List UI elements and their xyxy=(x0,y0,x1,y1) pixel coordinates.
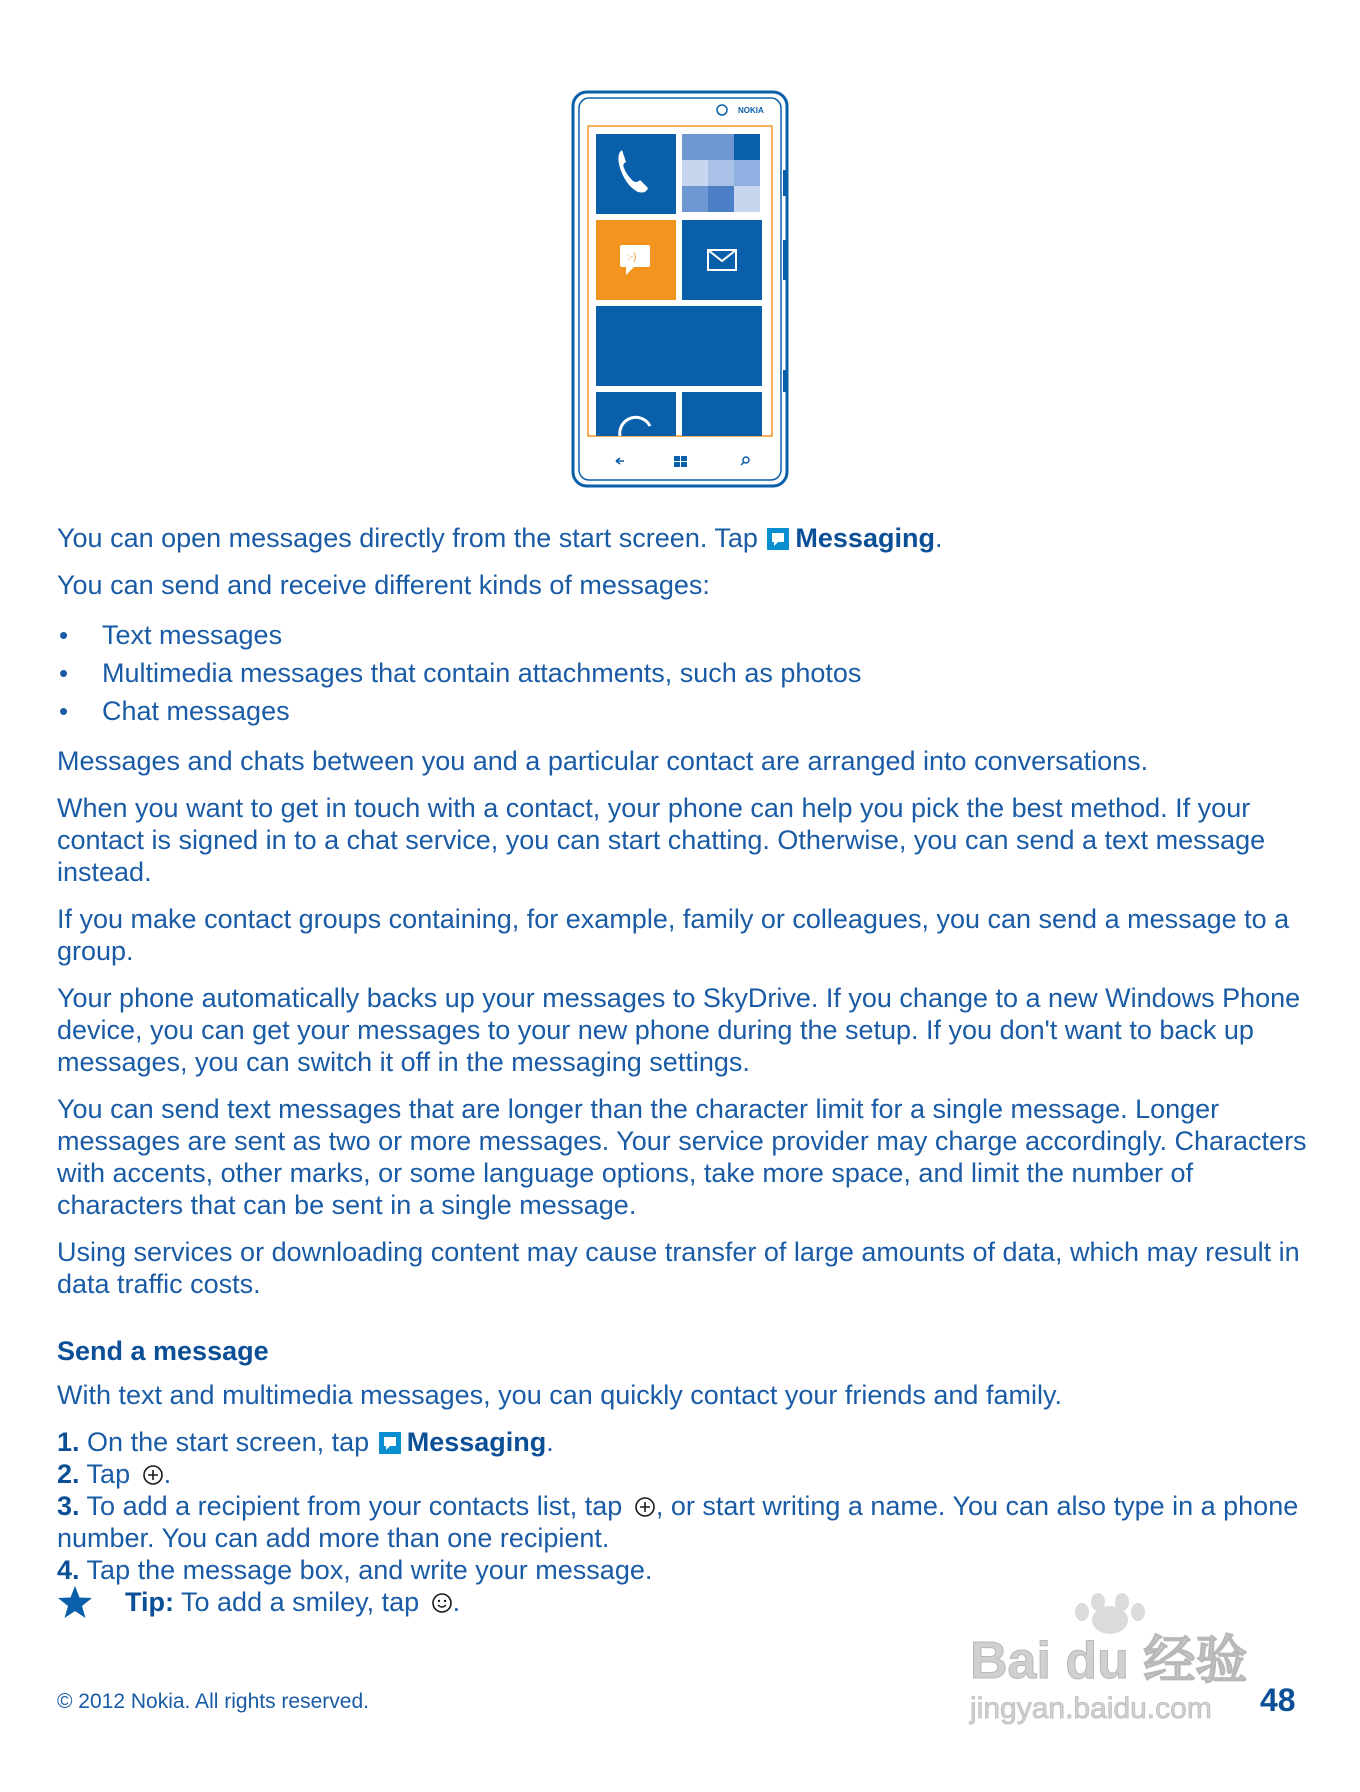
main-text xyxy=(57,522,1307,1618)
list-item: • Chat messages xyxy=(57,692,1307,730)
messaging-app-icon xyxy=(767,528,789,550)
message-types-list xyxy=(57,616,1307,730)
svg-text::-): :-) xyxy=(627,252,637,263)
phone-tile-wide xyxy=(596,306,762,386)
phone-brand-text: NOKIA xyxy=(738,106,764,115)
list-item: • Text messages xyxy=(57,616,1307,654)
add-circle-icon xyxy=(142,1464,164,1486)
intro-line-2: You can send and receive different kinds of messages: xyxy=(57,570,710,600)
paragraph-best-method: When you want to get in touch with a contact, your phone can help you pick the best method. If your contact is signed in to a chat service, you can start chatting. Otherwise, you can send a text message instead. xyxy=(57,793,1266,887)
watermark-url: jingyan.baidu.com xyxy=(970,1692,1212,1725)
messaging-app-label: Messaging xyxy=(795,523,935,553)
phone-tile-small xyxy=(682,392,762,436)
phone-tile-messaging xyxy=(596,220,676,300)
steps-list xyxy=(57,1426,1307,1586)
paragraph-data-costs: Using services or downloading content may cause transfer of large amounts of data, which may result in data traffic costs. xyxy=(57,1237,1300,1299)
baidu-watermark xyxy=(960,1590,1260,1730)
smiley-icon xyxy=(431,1592,453,1614)
list-item: • Multimedia messages that contain attachments, such as photos xyxy=(57,654,1307,692)
messaging-app-icon xyxy=(379,1432,401,1454)
phone-tile-mail xyxy=(682,220,762,300)
add-circle-icon xyxy=(634,1496,656,1518)
phone-illustration xyxy=(570,90,790,490)
watermark-brand: Bai du 经验 xyxy=(970,1632,1248,1690)
paragraph-groups: If you make contact groups containing, for example, family or colleagues, you can send a message to a group. xyxy=(57,904,1290,966)
star-icon xyxy=(57,1584,93,1620)
step-4: 4. Tap the message box, and write your message. xyxy=(57,1555,653,1585)
tip-label: Tip: xyxy=(125,1587,174,1617)
intro-line-1: You can open messages directly from the start screen. Tap Messaging. xyxy=(57,523,943,553)
tip: Tip: To add a smiley, tap . xyxy=(57,1586,1307,1618)
phone-tile-browser xyxy=(596,392,676,436)
step-1: 1. On the start screen, tap Messaging. xyxy=(57,1427,554,1457)
phone-tile-photos xyxy=(682,134,760,212)
paragraph-conversations: Messages and chats between you and a particular contact are arranged into conversations. xyxy=(57,746,1149,776)
paragraph-character-limit: You can send text messages that are longer than the character limit for a single message. Longer messages are sent as two or more messages. Your service provider may charge accordingly. Characters with accents, other marks, or some language options, take more space, and limit the number of characters that can be sent in a single message. xyxy=(57,1094,1307,1220)
page-number: 48 xyxy=(1260,1682,1296,1718)
step-3: 3. To add a recipient from your contacts list, tap , or start writing a name. You can also type in a phone number. You can add more than one recipient. xyxy=(57,1491,1299,1553)
phone-tile-phone xyxy=(596,134,676,214)
step-2: 2. Tap . xyxy=(57,1459,172,1489)
section-title: Send a message xyxy=(57,1336,269,1366)
section-intro: With text and multimedia messages, you can quickly contact your friends and family. xyxy=(57,1380,1062,1410)
copyright-footer: © 2012 Nokia. All rights reserved. xyxy=(57,1690,369,1713)
paragraph-skydrive: Your phone automatically backs up your messages to SkyDrive. If you change to a new Windows Phone device, you can get your messages to your new phone during the setup. If you don't want to back up messages, you can switch it off in the messaging settings. xyxy=(57,983,1301,1077)
